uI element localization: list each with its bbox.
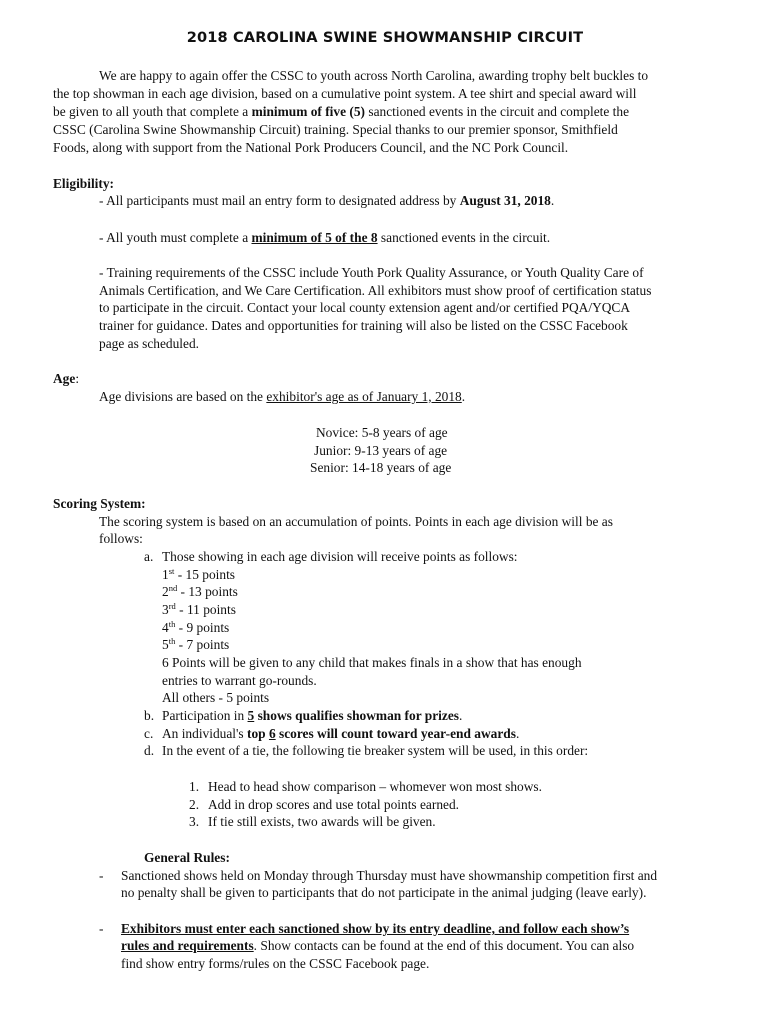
rule-2-line-1: Exhibitors must enter each sanctioned show by its entry deadline, and follow each show’s bbox=[121, 921, 630, 936]
place-number: 2 bbox=[162, 584, 169, 599]
place-suffix: th bbox=[168, 619, 176, 629]
eligibility-item-3-line-1: - Training requirements of the CSSC include Youth Pork Quality Assurance, or Youth Quality Care of bbox=[99, 265, 644, 280]
place-suffix: nd bbox=[168, 583, 178, 593]
place-3rd bbox=[162, 601, 236, 619]
rule-text: . Show contacts can be found at the end of this document. You can also bbox=[253, 938, 635, 953]
tiebreak-marker-2: 2. bbox=[189, 797, 200, 812]
place-suffix: rd bbox=[168, 601, 176, 611]
intro-text: be given to all youth that complete a bbox=[53, 104, 252, 119]
age-heading bbox=[53, 370, 79, 388]
eligibility-item-3-line-2: Animals Certification, and We Care Certification. All exhibitors must show proof of certification status bbox=[99, 283, 652, 298]
scoring-item-c bbox=[162, 725, 519, 743]
item-text: An individual's bbox=[162, 726, 247, 741]
list-marker-d: d. bbox=[144, 743, 155, 758]
scoring-item-a: Those showing in each age division will receive points as follows: bbox=[162, 549, 518, 564]
place-5th bbox=[162, 636, 229, 654]
eligibility-text: sanctioned events in the circuit. bbox=[377, 230, 551, 245]
intro-line-2: the top showman in each age division, based on a cumulative point system. A tee shirt and special award will bbox=[53, 86, 637, 101]
division-junior: Junior: 9-13 years of age bbox=[314, 443, 448, 458]
place-suffix: th bbox=[168, 636, 176, 646]
place-points: - 9 points bbox=[175, 620, 230, 635]
rule-1-line-2: no penalty shall be given to participants that do not participate in the animal judging (leave early). bbox=[121, 885, 647, 900]
item-text: . bbox=[515, 726, 520, 741]
place-2nd bbox=[162, 583, 238, 601]
place-points: - 15 points bbox=[174, 567, 236, 582]
place-number: 1 bbox=[162, 567, 169, 582]
all-others-points: All others - 5 points bbox=[162, 690, 270, 705]
intro-line-4: CSSC (Carolina Swine Showmanship Circuit) training. Special thanks to our premier sponsor, Smithfield bbox=[53, 122, 618, 137]
eligibility-item-3-line-3: to participate in the circuit. Contact your local county extension agent and/or certified PQA/YQCA bbox=[99, 300, 631, 315]
scoring-item-d: In the event of a tie, the following tie breaker system will be used, in this order: bbox=[162, 743, 589, 758]
six-points-line-1: 6 Points will be given to any child that makes finals in a show that has enough bbox=[162, 655, 582, 670]
rule-2-dash: - bbox=[99, 921, 104, 936]
item-emphasis: scores will count toward year-end awards bbox=[275, 726, 516, 741]
age-heading-label: Age bbox=[53, 371, 76, 386]
eligibility-text: - All participants must mail an entry form to designated address by bbox=[99, 193, 460, 208]
rule-1-dash: - bbox=[99, 868, 104, 883]
age-description bbox=[99, 388, 465, 406]
item-text: Participation in bbox=[162, 708, 248, 723]
eligibility-item-1 bbox=[99, 192, 554, 210]
place-number: 3 bbox=[162, 602, 169, 617]
scoring-heading: Scoring System: bbox=[53, 496, 146, 511]
intro-line-1: We are happy to again offer the CSSC to youth across North Carolina, awarding trophy belt buckles to bbox=[99, 68, 649, 83]
list-marker-c: c. bbox=[144, 726, 154, 741]
place-points: - 11 points bbox=[175, 602, 236, 617]
eligibility-text: - All youth must complete a bbox=[99, 230, 252, 245]
rule-2-line-3: find show entry forms/rules on the CSSC Facebook page. bbox=[121, 956, 430, 971]
rule-2-line-2 bbox=[121, 937, 634, 955]
rule-1-line-1: Sanctioned shows held on Monday through Thursday must have showmanship competition first and bbox=[121, 868, 658, 883]
scoring-intro-line-2: follows: bbox=[99, 531, 143, 546]
age-text: . bbox=[461, 389, 466, 404]
intro-emphasis: minimum of five (5) bbox=[251, 104, 366, 119]
division-senior: Senior: 14-18 years of age bbox=[310, 460, 452, 475]
item-emphasis: shows qualifies showman for prizes bbox=[254, 708, 459, 723]
minimum-events: minimum of 5 of the 8 bbox=[251, 230, 378, 245]
eligibility-item-3-line-4: trainer for guidance. Dates and opportunities for training will also be listed on the CSSC Facebook bbox=[99, 318, 628, 333]
place-1st bbox=[162, 566, 235, 584]
eligibility-text: . bbox=[550, 193, 555, 208]
tiebreak-rule-2: Add in drop scores and use total points earned. bbox=[208, 797, 460, 812]
item-text: . bbox=[458, 708, 463, 723]
item-number: 6 bbox=[268, 726, 276, 741]
scoring-item-b bbox=[162, 707, 462, 725]
division-novice: Novice: 5-8 years of age bbox=[316, 425, 448, 440]
tiebreak-marker-3: 3. bbox=[189, 814, 200, 829]
place-points: - 13 points bbox=[177, 584, 238, 599]
age-heading-colon: : bbox=[75, 371, 80, 386]
place-4th bbox=[162, 619, 229, 637]
tiebreak-rule-1: Head to head show comparison – whomever won most shows. bbox=[208, 779, 542, 794]
age-text: Age divisions are based on the bbox=[99, 389, 267, 404]
place-number: 4 bbox=[162, 620, 169, 635]
intro-text: sanctioned events in the circuit and complete the bbox=[365, 104, 630, 119]
rule-emphasis: rules and requirements bbox=[121, 938, 254, 953]
item-number: 5 bbox=[247, 708, 255, 723]
list-marker-a: a. bbox=[144, 549, 154, 564]
scoring-intro-line-1: The scoring system is based on an accumulation of points. Points in each age division will be as bbox=[99, 514, 613, 529]
general-rules-heading: General Rules: bbox=[144, 850, 230, 865]
eligibility-item-3-line-5: page as scheduled. bbox=[99, 336, 200, 351]
age-cutoff: exhibitor's age as of January 1, 2018 bbox=[266, 389, 462, 404]
item-emphasis: top bbox=[247, 726, 269, 741]
eligibility-heading: Eligibility: bbox=[53, 176, 115, 191]
intro-line-3 bbox=[53, 103, 629, 121]
place-points: - 7 points bbox=[175, 637, 230, 652]
place-suffix: st bbox=[168, 566, 175, 576]
deadline-date: August 31, 2018 bbox=[459, 193, 551, 208]
eligibility-item-2 bbox=[99, 229, 550, 247]
intro-line-5: Foods, along with support from the National Pork Producers Council, and the NC Pork Council. bbox=[53, 140, 569, 155]
page-title: 2018 CAROLINA SWINE SHOWMANSHIP CIRCUIT bbox=[186, 29, 584, 46]
place-number: 5 bbox=[162, 637, 169, 652]
six-points-line-2: entries to warrant go-rounds. bbox=[162, 673, 317, 688]
tiebreak-marker-1: 1. bbox=[189, 779, 200, 794]
list-marker-b: b. bbox=[144, 708, 155, 723]
tiebreak-rule-3: If tie still exists, two awards will be given. bbox=[208, 814, 436, 829]
